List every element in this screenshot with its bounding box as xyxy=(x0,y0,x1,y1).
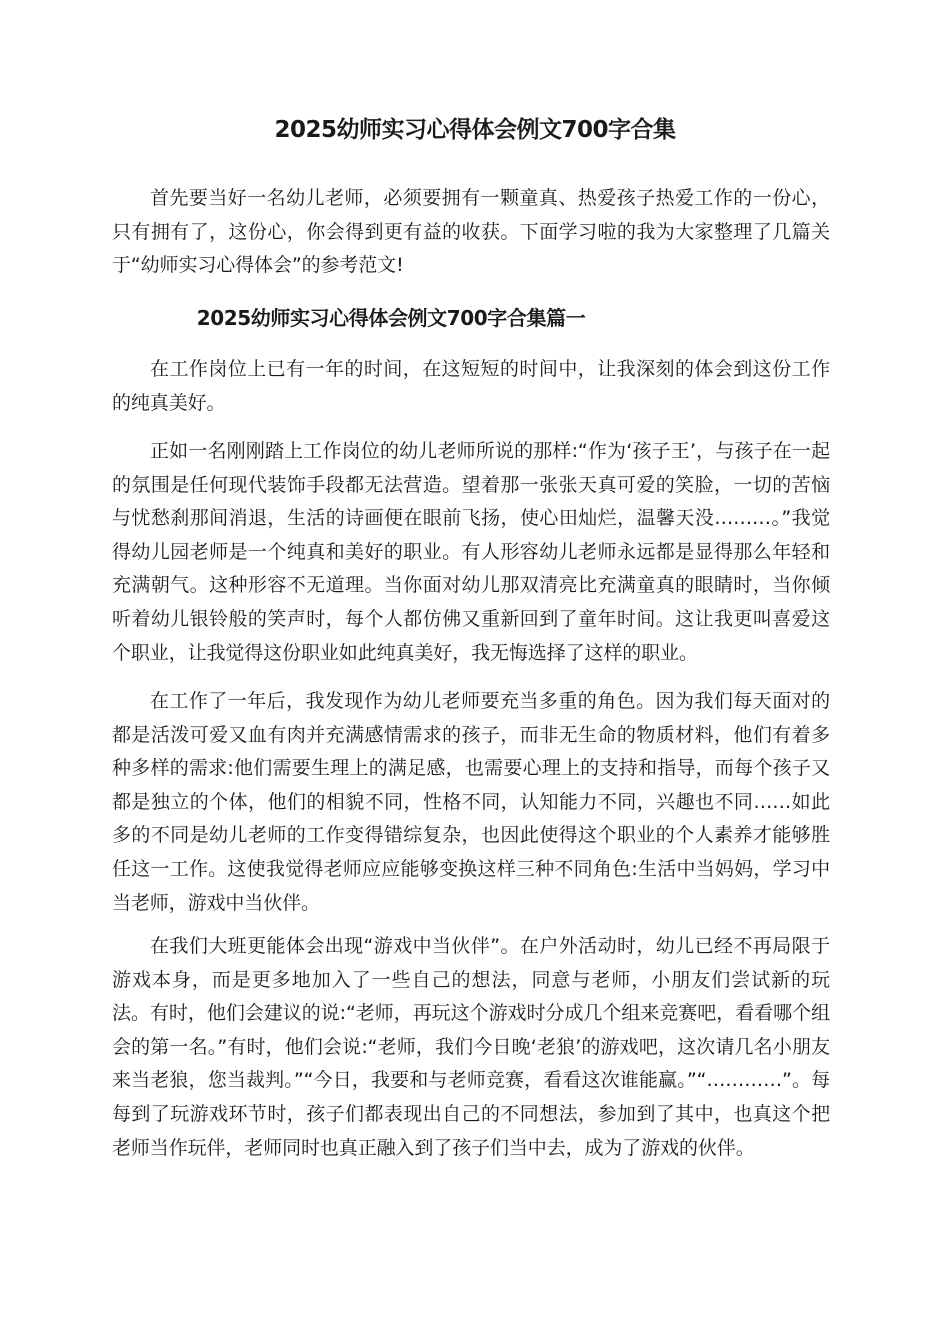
body-paragraph-1: 在工作岗位上已有一年的时间，在这短短的时间中，让我深刻的体会到这份工作的纯真美好。 xyxy=(112,358,830,414)
intro-paragraph: 首先要当好一名幼儿老师，必须要拥有一颗童真、热爱孩子热爱工作的一份心，只有拥有了，这份心，你会得到更有益的收获。下面学习啦的我为大家整理了几篇关于“幼师实习心得体会”的参考范文! xyxy=(112,187,830,277)
body-paragraph-3: 在工作了一年后，我发现作为幼儿老师要充当多重的角色。因为我们每天面对的都是活泼可爱又血有肉并充满感情需求的孩子，而非无生命的物质材料，他们有着多种多样的需求:他们需要生理上的满足感，也需要心理上的支持和指导，而每个孩子又都是独立的个体，他们的相貌不同，性格不同，认知能力不同，兴趣也不同……如此多的不同是幼儿老师的工作变得错综复杂，也因此使得这个职业的个人素养才能够胜任这一工作。这使我觉得老师应应能够变换这样三种不同角色:生活中当妈妈，学习中当老师，游戏中当伙伴。 xyxy=(112,690,830,914)
section-title: 2025幼师实习心得体会例文700字合集篇一 xyxy=(196,306,586,330)
body-paragraph-2: 正如一名刚刚踏上工作岗位的幼儿老师所说的那样:“作为‘孩子王’，与孩子在一起的氛围是任何现代装饰手段都无法营造。望着那一张张天真可爱的笑脸，一切的苦恼与忧愁刹那间消退，生活的诗画便在眼前飞扬，使心田灿烂，温馨天没………。”我觉得幼儿园老师是一个纯真和美好的职业。有人形容幼儿老师永远都是显得那么年轻和充满朝气。这种形容不无道理。当你面对幼儿那双清亮比充满童真的眼睛时，当你倾听着幼儿银铃般的笑声时，每个人都仿佛又重新回到了童年时间。这让我更叫喜爱这个职业，让我觉得这份职业如此纯真美好，我无悔选择了这样的职业。 xyxy=(112,440,830,664)
body-paragraph-4: 在我们大班更能体会出现“游戏中当伙伴”。在户外活动时，幼儿已经不再局限于游戏本身，而是更多地加入了一些自己的想法，同意与老师，小朋友们尝试新的玩法。有时，他们会建议的说:“老师，再玩这个游戏时分成几个组来竞赛吧，看看哪个组会的第一名。”有时，他们会说:“老师，我们今日晚‘老狼’的游戏吧，这次请几名小朋友来当老狼，您当裁判。”“今日，我要和与老师竞赛，看看这次谁能赢。”“…………”。每每到了玩游戏环节时，孩子们都表现出自己的不同想法，参加到了其中，也真这个把老师当作玩伴，老师同时也真正融入到了孩子们当中去，成为了游戏的伙伴。 xyxy=(112,935,830,1159)
document-title: 2025幼师实习心得体会例文700字合集 xyxy=(274,117,676,143)
